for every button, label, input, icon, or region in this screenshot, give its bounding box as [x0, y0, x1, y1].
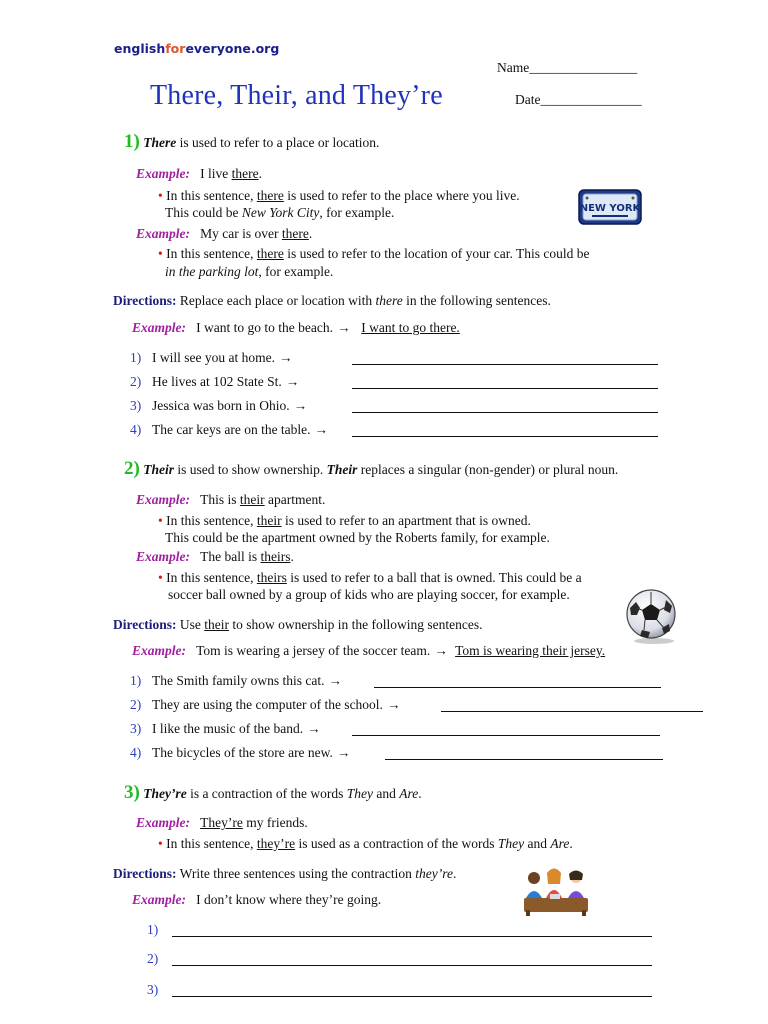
directions-1-example: Example: I want to go to the beach. → I want to go there. [132, 320, 460, 335]
directions-1: Directions: Replace each place or location with there in the following sentences. [113, 293, 551, 308]
exercise-3-item-2: 2) [147, 951, 159, 966]
exercise-3-item-1: 1) [147, 922, 159, 937]
example-5: Example: They’re my friends. [136, 815, 308, 830]
arrow-icon: → [285, 374, 300, 389]
exercise-2-item-1: 1) The Smith family owns this cat. → [130, 673, 342, 688]
exercise-2-item-4: 4) The bicycles of the store are new. → [130, 745, 351, 760]
arrow-icon: → [278, 350, 293, 365]
site-brand[interactable] [114, 41, 279, 56]
brand-part-english: english [114, 41, 166, 56]
directions-3: Directions: Write three sentences using the contraction they’re. [113, 866, 457, 881]
answer-line[interactable] [385, 747, 663, 760]
arrow-icon: → [328, 673, 342, 688]
section-3-heading: 3) They’re is a contraction of the words They and Are. [124, 782, 422, 803]
section-number: 2) [124, 458, 140, 479]
directions-label: Directions: [113, 293, 177, 308]
bullet-icon: • [158, 513, 163, 528]
keyword: They’re [143, 786, 187, 801]
example-label: Example [136, 226, 186, 241]
bullet-icon: • [158, 188, 163, 203]
exercise-2-item-3: 3) I like the music of the band. → [130, 721, 321, 736]
arrow-icon: → [434, 643, 448, 658]
example-2-note-cont: in the parking lot, for example. [165, 264, 334, 279]
keyword: Their [143, 462, 174, 477]
answer-line[interactable] [352, 376, 658, 389]
example-3-note: • In this sentence, their is used to refer to an apartment that is owned. [158, 513, 531, 528]
answer-line[interactable] [172, 924, 652, 937]
brand-part-everyone: everyone.org [185, 41, 280, 56]
answer-line[interactable] [172, 984, 652, 997]
example-1: Example: I live there. [136, 166, 262, 181]
example-1-note-cont: This could be New York City, for example. [165, 205, 395, 220]
arrow-icon: → [386, 697, 401, 712]
friends-image [522, 864, 590, 920]
answer-line[interactable] [352, 424, 658, 437]
directions-2: Directions: Use their to show ownership in the following sentences. [113, 617, 483, 632]
bullet-icon: • [158, 570, 163, 585]
soccer-ball-image [622, 586, 682, 650]
arrow-icon: → [336, 745, 351, 760]
answer-line[interactable] [441, 699, 703, 712]
example-5-note: • In this sentence, they’re is used as a contraction of the words They and Are. [158, 836, 573, 851]
answer-line[interactable] [374, 675, 661, 688]
example-4: Example: The ball is theirs. [136, 549, 294, 564]
date-field-label: Date_______________ [515, 92, 642, 107]
section-1-heading [124, 131, 379, 153]
name-field-label: Name________________ [497, 60, 638, 75]
plate-text: NEW YORK [579, 203, 641, 214]
example-3: Example: This is their apartment. [136, 492, 326, 507]
bullet-icon: • [158, 246, 163, 261]
license-plate-image [578, 189, 642, 229]
exercise-1-item-3: 3) Jessica was born in Ohio. → [130, 398, 308, 413]
directions-3-example: Example: I don’t know where they’re going. [132, 892, 382, 907]
example-4-note: • In this sentence, theirs is used to refer to a ball that is owned. This could be a [158, 570, 582, 585]
exercise-1-item-2: 2) He lives at 102 State St. → [130, 374, 300, 389]
arrow-icon: → [293, 398, 308, 413]
exercise-3-item-3: 3) [147, 982, 159, 997]
answer-line[interactable] [352, 352, 658, 365]
example-label: Example [136, 166, 186, 181]
example-4-note-cont: soccer ball owned by a group of kids who are playing soccer, for example. [168, 587, 570, 602]
exercise-1-item-1: 1) I will see you at home. → [130, 350, 293, 365]
example-2: Example: My car is over there. [136, 226, 313, 241]
exercise-1-item-4: 4) The car keys are on the table. → [130, 422, 329, 437]
section-2-heading: 2) Their is used to show ownership. Their replaces a singular (non-gender) or plural noun. [124, 458, 619, 479]
bullet-icon: • [158, 836, 163, 851]
definition: is used to refer to a place or location. [176, 135, 380, 150]
example-2-note: • In this sentence, there is used to refer to the location of your car. This could be [158, 246, 590, 261]
answer-line[interactable] [352, 723, 660, 736]
section-number: 1) [124, 131, 140, 152]
example-1-note: • In this sentence, there is used to refer to the place where you live. [158, 188, 520, 203]
brand-part-for: for [165, 41, 186, 56]
example-3-note-cont: This could be the apartment owned by the Roberts family, for example. [165, 530, 550, 545]
exercise-2-item-2: 2) They are using the computer of the school. → [130, 697, 401, 712]
arrow-icon: → [336, 320, 351, 335]
directions-2-example: Example: Tom is wearing a jersey of the soccer team. → Tom is wearing their jersey. [132, 643, 606, 658]
arrow-icon: → [314, 422, 329, 437]
arrow-icon: → [307, 721, 321, 736]
section-number: 3) [124, 782, 140, 803]
answer-line[interactable] [352, 400, 658, 413]
answer-line[interactable] [172, 953, 652, 966]
page-title: There, Their, and They’re [150, 80, 443, 111]
keyword: There [143, 135, 177, 150]
